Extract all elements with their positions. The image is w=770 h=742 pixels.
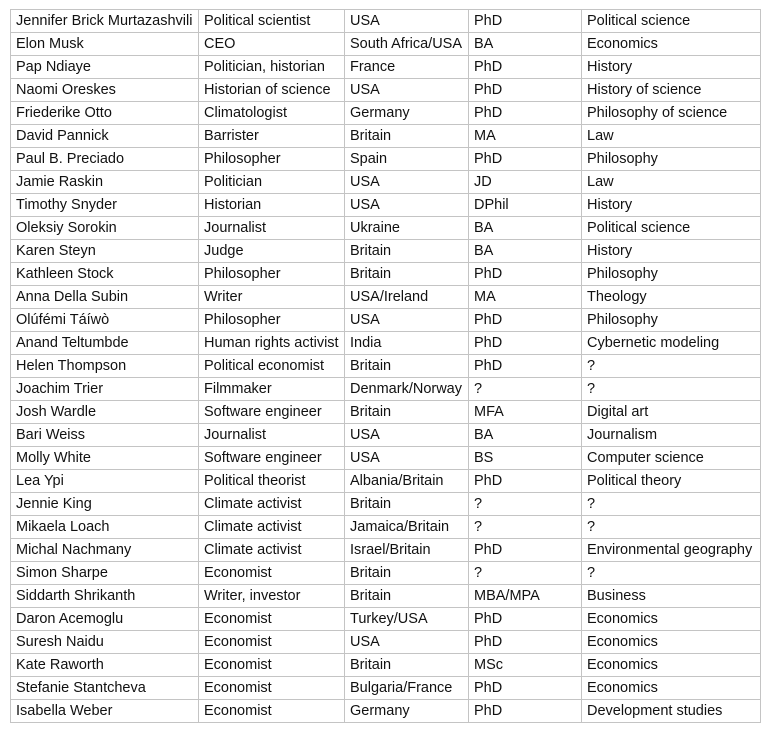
occupation-cell: Economist — [199, 608, 345, 631]
field-cell: History — [582, 194, 761, 217]
name-cell: Kathleen Stock — [11, 263, 199, 286]
name-cell: Joachim Trier — [11, 378, 199, 401]
name-cell: Karen Steyn — [11, 240, 199, 263]
country-cell: USA — [345, 447, 469, 470]
country-cell: Britain — [345, 401, 469, 424]
degree-cell: PhD — [469, 608, 582, 631]
field-cell: Philosophy — [582, 148, 761, 171]
degree-cell: PhD — [469, 10, 582, 33]
table-row — [11, 424, 761, 447]
country-cell: Britain — [345, 355, 469, 378]
occupation-cell: Economist — [199, 654, 345, 677]
degree-cell: BS — [469, 447, 582, 470]
name-cell: Stefanie Stantcheva — [11, 677, 199, 700]
field-cell: Philosophy — [582, 309, 761, 332]
occupation-cell: Historian — [199, 194, 345, 217]
degree-cell: JD — [469, 171, 582, 194]
occupation-cell: Software engineer — [199, 447, 345, 470]
degree-cell: MA — [469, 286, 582, 309]
degree-cell: MBA/MPA — [469, 585, 582, 608]
table-row — [11, 378, 761, 401]
occupation-cell: Human rights activist — [199, 332, 345, 355]
degree-cell: ? — [469, 493, 582, 516]
degree-cell: ? — [469, 562, 582, 585]
degree-cell: PhD — [469, 355, 582, 378]
field-cell: Economics — [582, 677, 761, 700]
degree-cell: MFA — [469, 401, 582, 424]
field-cell: ? — [582, 378, 761, 401]
table-row — [11, 56, 761, 79]
field-cell: Development studies — [582, 700, 761, 723]
field-cell: ? — [582, 493, 761, 516]
name-cell: Anand Teltumbde — [11, 332, 199, 355]
table-row — [11, 217, 761, 240]
field-cell: History — [582, 240, 761, 263]
field-cell: Political science — [582, 217, 761, 240]
table-row — [11, 10, 761, 33]
table-row — [11, 263, 761, 286]
occupation-cell: Politician, historian — [199, 56, 345, 79]
name-cell: Jennie King — [11, 493, 199, 516]
occupation-cell: Political theorist — [199, 470, 345, 493]
table-row — [11, 654, 761, 677]
table-row — [11, 401, 761, 424]
country-cell: Britain — [345, 562, 469, 585]
field-cell: ? — [582, 562, 761, 585]
name-cell: Daron Acemoglu — [11, 608, 199, 631]
name-cell: Oleksiy Sorokin — [11, 217, 199, 240]
name-cell: Naomi Oreskes — [11, 79, 199, 102]
table-row — [11, 355, 761, 378]
degree-cell: PhD — [469, 539, 582, 562]
occupation-cell: Political economist — [199, 355, 345, 378]
name-cell: Siddarth Shrikanth — [11, 585, 199, 608]
degree-cell: PhD — [469, 56, 582, 79]
occupation-cell: Political scientist — [199, 10, 345, 33]
country-cell: Britain — [345, 263, 469, 286]
country-cell: France — [345, 56, 469, 79]
occupation-cell: Philosopher — [199, 309, 345, 332]
occupation-cell: Politician — [199, 171, 345, 194]
name-cell: Friederike Otto — [11, 102, 199, 125]
occupation-cell: Climatologist — [199, 102, 345, 125]
field-cell: ? — [582, 355, 761, 378]
country-cell: Spain — [345, 148, 469, 171]
table-row — [11, 470, 761, 493]
country-cell: Britain — [345, 240, 469, 263]
name-cell: Jennifer Brick Murtazashvili — [11, 10, 199, 33]
degree-cell: BA — [469, 240, 582, 263]
field-cell: Journalism — [582, 424, 761, 447]
occupation-cell: Barrister — [199, 125, 345, 148]
name-cell: Elon Musk — [11, 33, 199, 56]
occupation-cell: Economist — [199, 631, 345, 654]
table-row — [11, 125, 761, 148]
occupation-cell: Writer, investor — [199, 585, 345, 608]
name-cell: Michal Nachmany — [11, 539, 199, 562]
country-cell: USA — [345, 79, 469, 102]
name-cell: Olúfémi Táíwò — [11, 309, 199, 332]
name-cell: Bari Weiss — [11, 424, 199, 447]
degree-cell: MA — [469, 125, 582, 148]
country-cell: Britain — [345, 585, 469, 608]
field-cell: Economics — [582, 608, 761, 631]
field-cell: Economics — [582, 631, 761, 654]
table-row — [11, 148, 761, 171]
occupation-cell: Journalist — [199, 217, 345, 240]
name-cell: Jamie Raskin — [11, 171, 199, 194]
degree-cell: PhD — [469, 148, 582, 171]
table-row — [11, 79, 761, 102]
name-cell: Paul B. Preciado — [11, 148, 199, 171]
degree-cell: PhD — [469, 677, 582, 700]
field-cell: Law — [582, 171, 761, 194]
degree-cell: ? — [469, 378, 582, 401]
name-cell: Molly White — [11, 447, 199, 470]
table-row — [11, 631, 761, 654]
name-cell: Kate Raworth — [11, 654, 199, 677]
occupation-cell: Software engineer — [199, 401, 345, 424]
country-cell: Turkey/USA — [345, 608, 469, 631]
table-row — [11, 194, 761, 217]
table-body — [11, 10, 761, 723]
table-row — [11, 447, 761, 470]
country-cell: Albania/Britain — [345, 470, 469, 493]
occupation-cell: CEO — [199, 33, 345, 56]
country-cell: Israel/Britain — [345, 539, 469, 562]
country-cell: Ukraine — [345, 217, 469, 240]
degree-cell: BA — [469, 33, 582, 56]
field-cell: Computer science — [582, 447, 761, 470]
table-row — [11, 286, 761, 309]
country-cell: USA — [345, 171, 469, 194]
table-row — [11, 516, 761, 539]
degree-cell: PhD — [469, 332, 582, 355]
name-cell: Helen Thompson — [11, 355, 199, 378]
degree-cell: BA — [469, 424, 582, 447]
table-row — [11, 332, 761, 355]
occupation-cell: Economist — [199, 677, 345, 700]
country-cell: Bulgaria/France — [345, 677, 469, 700]
table-row — [11, 585, 761, 608]
name-cell: Lea Ypi — [11, 470, 199, 493]
country-cell: USA — [345, 424, 469, 447]
name-cell: Josh Wardle — [11, 401, 199, 424]
country-cell: USA/Ireland — [345, 286, 469, 309]
field-cell: Political science — [582, 10, 761, 33]
country-cell: USA — [345, 10, 469, 33]
table-row — [11, 562, 761, 585]
occupation-cell: Economist — [199, 562, 345, 585]
degree-cell: PhD — [469, 263, 582, 286]
occupation-cell: Journalist — [199, 424, 345, 447]
table-row — [11, 493, 761, 516]
country-cell: USA — [345, 631, 469, 654]
occupation-cell: Climate activist — [199, 539, 345, 562]
occupation-cell: Climate activist — [199, 493, 345, 516]
occupation-cell: Historian of science — [199, 79, 345, 102]
country-cell: Denmark/Norway — [345, 378, 469, 401]
degree-cell: PhD — [469, 631, 582, 654]
field-cell: Political theory — [582, 470, 761, 493]
name-cell: Mikaela Loach — [11, 516, 199, 539]
country-cell: USA — [345, 194, 469, 217]
field-cell: Economics — [582, 654, 761, 677]
occupation-cell: Economist — [199, 700, 345, 723]
degree-cell: PhD — [469, 700, 582, 723]
country-cell: Germany — [345, 102, 469, 125]
field-cell: History of science — [582, 79, 761, 102]
table-row — [11, 608, 761, 631]
degree-cell: PhD — [469, 309, 582, 332]
degree-cell: PhD — [469, 470, 582, 493]
country-cell: USA — [345, 309, 469, 332]
country-cell: Jamaica/Britain — [345, 516, 469, 539]
field-cell: Economics — [582, 33, 761, 56]
name-cell: Timothy Snyder — [11, 194, 199, 217]
occupation-cell: Philosopher — [199, 148, 345, 171]
occupation-cell: Filmmaker — [199, 378, 345, 401]
table-row — [11, 677, 761, 700]
occupation-cell: Climate activist — [199, 516, 345, 539]
table-row — [11, 33, 761, 56]
field-cell: Business — [582, 585, 761, 608]
table-row — [11, 102, 761, 125]
name-cell: Pap Ndiaye — [11, 56, 199, 79]
country-cell: India — [345, 332, 469, 355]
field-cell: Philosophy — [582, 263, 761, 286]
table-row — [11, 539, 761, 562]
country-cell: Britain — [345, 654, 469, 677]
table-row — [11, 700, 761, 723]
occupation-cell: Writer — [199, 286, 345, 309]
occupation-cell: Judge — [199, 240, 345, 263]
field-cell: History — [582, 56, 761, 79]
degree-cell: BA — [469, 217, 582, 240]
name-cell: Isabella Weber — [11, 700, 199, 723]
field-cell: Environmental geography — [582, 539, 761, 562]
country-cell: Germany — [345, 700, 469, 723]
name-cell: David Pannick — [11, 125, 199, 148]
field-cell: ? — [582, 516, 761, 539]
occupation-cell: Philosopher — [199, 263, 345, 286]
field-cell: Law — [582, 125, 761, 148]
degree-cell: DPhil — [469, 194, 582, 217]
country-cell: South Africa/USA — [345, 33, 469, 56]
degree-cell: MSc — [469, 654, 582, 677]
table-row — [11, 240, 761, 263]
country-cell: Britain — [345, 493, 469, 516]
country-cell: Britain — [345, 125, 469, 148]
field-cell: Philosophy of science — [582, 102, 761, 125]
name-cell: Suresh Naidu — [11, 631, 199, 654]
degree-cell: PhD — [469, 79, 582, 102]
degree-cell: ? — [469, 516, 582, 539]
name-cell: Simon Sharpe — [11, 562, 199, 585]
table-row — [11, 171, 761, 194]
table-row — [11, 309, 761, 332]
degree-cell: PhD — [469, 102, 582, 125]
name-cell: Anna Della Subin — [11, 286, 199, 309]
people-table — [10, 9, 761, 723]
field-cell: Cybernetic modeling — [582, 332, 761, 355]
field-cell: Digital art — [582, 401, 761, 424]
field-cell: Theology — [582, 286, 761, 309]
